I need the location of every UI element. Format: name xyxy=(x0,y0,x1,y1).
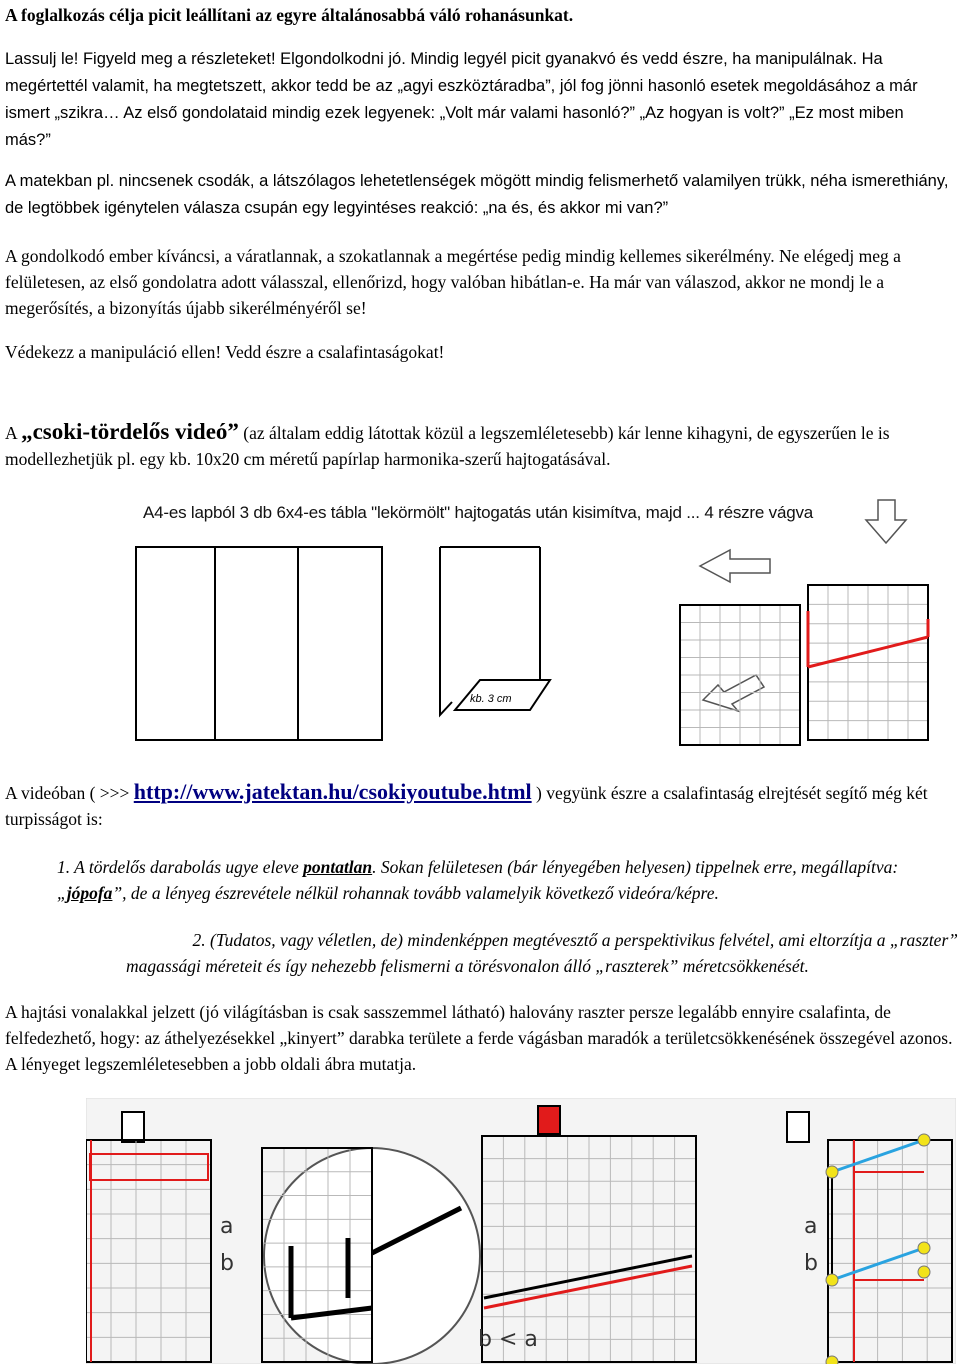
label-a-right: a xyxy=(804,1214,818,1239)
grid-sheet-left xyxy=(680,605,800,745)
paragraph-link xyxy=(5,779,955,832)
item1-underline-2: jópofa xyxy=(66,883,113,903)
paragraph-math xyxy=(5,167,955,221)
yellow-dot xyxy=(826,1166,838,1178)
math-text: nincsenek csodák, a látszólagos lehetetlenségek mögött mindig felismerhető valamilyen trükk, néha ismerethiány, de legtöbbek igénytelen válasza csupán egy legyintéses reakció: „na és, és akkor mi van?” xyxy=(5,172,949,217)
figure1 xyxy=(120,495,950,755)
video-link[interactable]: http://www.jatektan.hu/csokiyoutube.html xyxy=(133,779,532,804)
cut-sheet xyxy=(440,547,550,715)
label-a-left: a xyxy=(220,1214,234,1239)
video-post: (az általam eddig látottak közül a legszemléletesebb) kár lenne kihagyni, de egyszerűen le is modellezhetjük pl. egy kb. 10x20 cm méretű papírlap harmonika-szerű hajtogatásával. xyxy=(5,423,890,469)
yellow-dot xyxy=(918,1242,930,1254)
small-piece xyxy=(787,1112,809,1142)
inequality-label: b < a xyxy=(478,1327,538,1352)
small-piece xyxy=(122,1112,144,1142)
item2-line1: 2. (Tudatos, vagy véletlen, de) mindenképpen megtévesztő a perspektivikus felvétel, ami eltorzítja a „raszter” xyxy=(192,930,958,950)
yellow-dot xyxy=(918,1266,930,1278)
label-b-left: b xyxy=(220,1251,234,1276)
yellow-dot xyxy=(918,1134,930,1146)
intro-text: Lassulj le! Figyeld meg a részleteket! Elgondolkodni jó. Mindig legyél picit gyanakvó és vedd észre, ha manipulálnak. Ha megértettél valamit, ha megtetszett, akkor tedd be az „agyi eszköztáradba”, jól fog jönni hasonló esetek megoldásához a már ismert „szikra… Az első gondolataid mindig ezek legyenek: „Volt már valami hasonló?” „Az hogyan is volt?” „Ez most miben más?” xyxy=(5,50,918,149)
paragraph-defend: Védekezz a manipuláció ellen! Vedd észre a csalafintaságokat! xyxy=(5,342,445,362)
figure2 xyxy=(86,1098,956,1364)
grid-sheet-1 xyxy=(680,605,800,745)
list-item-2 xyxy=(23,927,958,979)
item2-line2: magassági méreteit és így nehezebb felismerni a törésvonalon álló „raszterek” méretcsökkenését. xyxy=(126,956,809,976)
yellow-dot xyxy=(826,1274,838,1286)
item1-mid: . Sokan felületesen (bár lényegében helyesen) tippelnek erre, megállapítva: „ xyxy=(57,857,899,903)
figure1-caption: A4-es lapból 3 db 6x4-es tábla "lekörmölt" hajtogatás után kisimítva, majd ... 4 részre vágva xyxy=(143,503,814,522)
link-pre: A videóban ( >>> xyxy=(5,783,134,803)
math-lead: A matekban pl. xyxy=(5,172,119,190)
item1-pre: 1. A tördelős darabolás ugye eleve xyxy=(57,857,304,877)
arrow-down-icon xyxy=(866,500,906,543)
item1-underline-1: pontatlan xyxy=(303,857,373,877)
paragraph-thinking: A gondolkodó ember kíváncsi, a váratlannak, a szokatlannak a megértése pedig mindig kellemes sikerélmény. Ne elégedj meg a felületesen, az első gondolatra adott válasszal, ellenőrizd, hogy valóban hibátlan-e. Ha már van válaszod, akkor ne mondj le a megerősítés, a bizonyítás újabb sikerélményéről se! xyxy=(5,246,901,318)
paragraph-intro xyxy=(5,45,945,153)
folded-sheet xyxy=(136,547,382,740)
yellow-dot xyxy=(826,1356,838,1364)
video-pre: A xyxy=(5,423,22,443)
heading: A foglalkozás célja picit leállítani az egyre általánosabbá váló rohanásunkat. xyxy=(5,5,574,25)
list-item-1 xyxy=(57,854,957,906)
video-title: „csoki-tördelős videó” xyxy=(21,419,239,444)
red-piece xyxy=(538,1106,560,1134)
paragraph-video xyxy=(5,419,950,472)
paragraph-raster: A hajtási vonalakkal jelzett (jó világításban is csak sasszemmel látható) halovány raszter persze legalább ennyire csalafinta, de felfedezhető, hogy: az áthelyezésekkel „kinyert” darabka területe a ferde vágásban maradók a területcsökkenésének összegével azonos. A lényeget legszemléletesebben a jobb oldali ábra mutatja. xyxy=(5,1002,953,1074)
item1-post: ”, de a lényeg észrevétele nélkül rohannak tovább valamelyik következő videóra/képre. xyxy=(112,883,719,903)
label-b-right: b xyxy=(804,1251,818,1276)
cm-label: kb. 3 cm xyxy=(470,693,512,705)
link-post: ) vegyünk észre a csalafintaság elrejtését segítő még két turpisságot is: xyxy=(5,783,928,829)
arrow-left-icon xyxy=(700,550,770,582)
